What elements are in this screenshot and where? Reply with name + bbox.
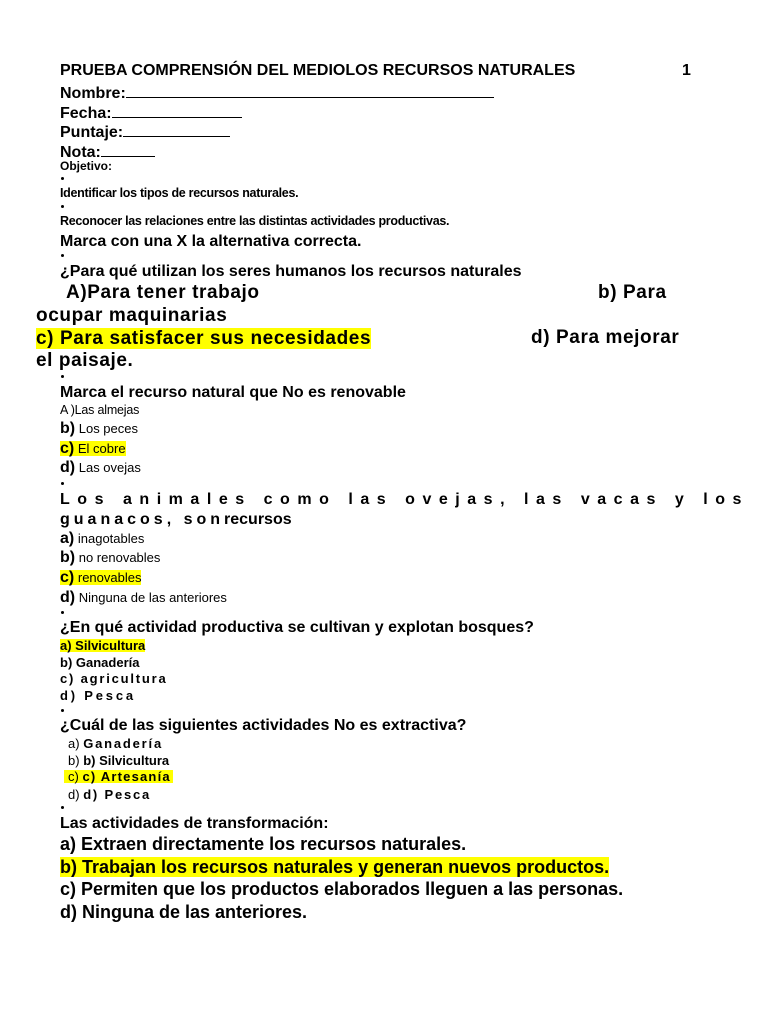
q5-option-d-num: d) — [68, 787, 80, 802]
q3-question-char: s — [552, 491, 562, 508]
puntaje-field[interactable] — [60, 122, 230, 141]
nombre-blank — [126, 83, 494, 98]
q3-option-c-text: renovables — [77, 570, 142, 585]
bullet-icon — [61, 205, 64, 208]
q6-option-b[interactable]: b) Trabajan los recursos naturales y generan nuevos productos. — [60, 857, 610, 877]
q5-option-c-text: c) Artesanía — [82, 769, 171, 784]
q3-option-c[interactable] — [60, 570, 141, 586]
q3-option-a-letter: a) — [60, 530, 75, 547]
nota-label: Nota: — [60, 144, 101, 161]
q3-question-char: a — [536, 491, 545, 508]
q3-question-char: , — [500, 491, 505, 508]
q3-question-char — [569, 492, 573, 508]
q3-option-b-letter: b) — [60, 549, 76, 566]
q3-question-char: a — [190, 491, 200, 508]
q1-option-a[interactable]: A)Para tener trabajo — [66, 282, 260, 303]
q3-option-a-text: inagotables — [77, 531, 145, 546]
q1-option-b-end: ocupar maquinarias — [36, 305, 228, 326]
fecha-field[interactable] — [60, 103, 242, 122]
q3-question-line1 — [60, 492, 742, 508]
puntaje-label: Puntaje: — [60, 124, 124, 141]
q1-question: ¿Para qué utilizan los seres humanos los recursos naturales — [60, 263, 522, 280]
bullet-icon — [61, 482, 64, 485]
q3-question-char: o — [280, 491, 290, 508]
q3-question-char: l — [703, 491, 708, 508]
bullet-icon — [61, 709, 64, 712]
q3-question-char: o — [715, 491, 726, 508]
instruction: Marca con una X la alternativa correcta. — [60, 233, 362, 250]
q3-question-char: o — [319, 491, 329, 508]
q4-option-d[interactable]: d) Pesca — [60, 688, 136, 703]
q2-option-b[interactable] — [60, 421, 138, 437]
q6-question: Las actividades de transformación: — [60, 815, 329, 832]
objetivo-2: Reconocer las relaciones entre las distintas actividades productivas. — [60, 214, 450, 228]
q4-question: ¿En qué actividad productiva se cultivan y explotan bosques? — [60, 619, 534, 636]
q5-option-b[interactable] — [68, 754, 169, 767]
q3-question-char: L — [60, 491, 70, 508]
q3-question-char: a — [122, 491, 132, 508]
q3-question-char: y — [674, 491, 684, 508]
q3-question-line2-tail: recursos — [224, 511, 292, 528]
q3-question-char: l — [206, 491, 212, 508]
nombre-field[interactable] — [60, 83, 494, 102]
q6-option-c[interactable]: c) Permiten que los productos elaborados lleguen a las personas. — [60, 879, 624, 899]
q3-question-char: a — [597, 491, 607, 508]
q5-option-b-text: b) Silvicultura — [83, 753, 170, 768]
q5-question: ¿Cuál de las siguientes actividades No es extractiva? — [60, 717, 467, 734]
q3-question-char — [663, 492, 667, 508]
q3-option-d[interactable] — [60, 590, 227, 606]
q2-option-a[interactable]: A )Las almejas — [60, 403, 140, 417]
q3-question-char: l — [524, 491, 529, 508]
q3-option-b[interactable] — [60, 550, 160, 566]
q5-option-c-num: c) — [68, 769, 79, 784]
q5-option-d-text: d) Pesca — [83, 787, 152, 802]
q3-question-char: j — [455, 491, 460, 508]
document-title: PRUEBA COMPRENSIÓN DEL MEDIOLOS RECURSOS NATURALES — [60, 62, 576, 79]
q5-option-c[interactable] — [64, 770, 173, 783]
q6-option-a[interactable]: a) Extraen directamente los recursos naturales. — [60, 834, 467, 854]
q2-option-c-letter: c) — [60, 440, 75, 457]
q1-option-d-start[interactable]: d) Para mejorar — [531, 327, 680, 348]
q1-option-c[interactable]: c) Para satisfacer sus necesidades — [36, 328, 372, 349]
fecha-blank — [112, 103, 242, 118]
q3-question-char — [393, 492, 397, 508]
q5-option-b-num: b) — [68, 753, 80, 768]
q3-question-char: s — [235, 491, 245, 508]
q3-question-char: v — [580, 491, 590, 508]
q3-question-char: a — [630, 491, 639, 508]
q3-question-line2 — [60, 512, 292, 528]
q5-option-a[interactable] — [68, 737, 163, 750]
q3-question-char: o — [77, 491, 88, 508]
q2-option-d[interactable] — [60, 460, 141, 476]
bullet-icon — [61, 806, 64, 809]
objetivo-label: Objetivo: — [60, 159, 113, 173]
q2-question: Marca el recurso natural que No es renovable — [60, 384, 406, 401]
q3-question-char: s — [483, 491, 493, 508]
bullet-icon — [61, 177, 64, 180]
q3-question-char: n — [139, 491, 150, 508]
q3-question-char: a — [360, 491, 370, 508]
q4-option-b[interactable]: b) Ganadería — [60, 655, 140, 670]
q3-question-char: s — [646, 491, 656, 508]
q3-option-d-text: Ninguna de las anteriores — [78, 590, 227, 605]
q3-option-a[interactable] — [60, 531, 144, 547]
q5-option-d[interactable] — [68, 788, 151, 801]
puntaje-blank — [123, 122, 230, 137]
q3-question-char — [111, 492, 115, 508]
q3-question-char: c — [263, 491, 273, 508]
q3-question-char: v — [422, 491, 432, 508]
q4-option-c[interactable]: c) agricultura — [60, 671, 168, 686]
q3-question-char: o — [405, 491, 415, 508]
q3-question-char: e — [438, 491, 448, 508]
q3-question-char: m — [297, 491, 312, 508]
fecha-label: Fecha: — [60, 105, 112, 122]
q3-question-char — [336, 492, 340, 508]
q3-question-char: a — [467, 491, 477, 508]
q2-option-c-text: El cobre — [77, 441, 126, 456]
q2-option-c[interactable] — [60, 441, 126, 457]
q5-option-a-text: Ganadería — [83, 736, 163, 751]
q3-question-char: l — [348, 491, 353, 508]
q3-question-char — [691, 492, 695, 508]
q3-question-char: e — [218, 491, 228, 508]
q1-option-d-end: el paisaje. — [36, 350, 134, 371]
q3-option-b-text: no renovables — [78, 550, 161, 565]
q2-option-d-text: Las ovejas — [78, 460, 141, 475]
page-number: 1 — [682, 62, 691, 79]
q1-option-b-start[interactable]: b) Para — [598, 282, 667, 303]
q3-question-char: s — [94, 491, 104, 508]
q3-question-char: i — [156, 491, 162, 508]
q3-option-c-letter: c) — [60, 569, 75, 586]
q2-option-b-text: Los peces — [78, 421, 138, 436]
q5-option-a-num: a) — [68, 736, 80, 751]
bullet-icon — [61, 375, 64, 378]
q3-question-char — [252, 492, 256, 508]
bullet-icon — [61, 611, 64, 614]
q6-option-d[interactable]: d) Ninguna de las anteriores. — [60, 902, 308, 922]
bullet-icon — [61, 254, 64, 257]
q3-question-char: s — [732, 491, 742, 508]
q3-question-char: s — [376, 491, 386, 508]
q3-question-char: m — [168, 491, 183, 508]
q3-option-d-letter: d) — [60, 589, 76, 606]
q3-question-line2-spaced: guanacos, son — [60, 511, 225, 528]
q3-question-char: c — [613, 491, 623, 508]
q2-option-b-letter: b) — [60, 420, 76, 437]
q4-option-a[interactable]: a) Silvicultura — [60, 638, 146, 653]
q3-question-char — [512, 492, 516, 508]
q2-option-d-letter: d) — [60, 459, 76, 476]
nota-blank — [101, 142, 155, 157]
nombre-label: Nombre: — [60, 85, 126, 102]
objetivo-1: Identificar los tipos de recursos naturales. — [60, 186, 299, 200]
